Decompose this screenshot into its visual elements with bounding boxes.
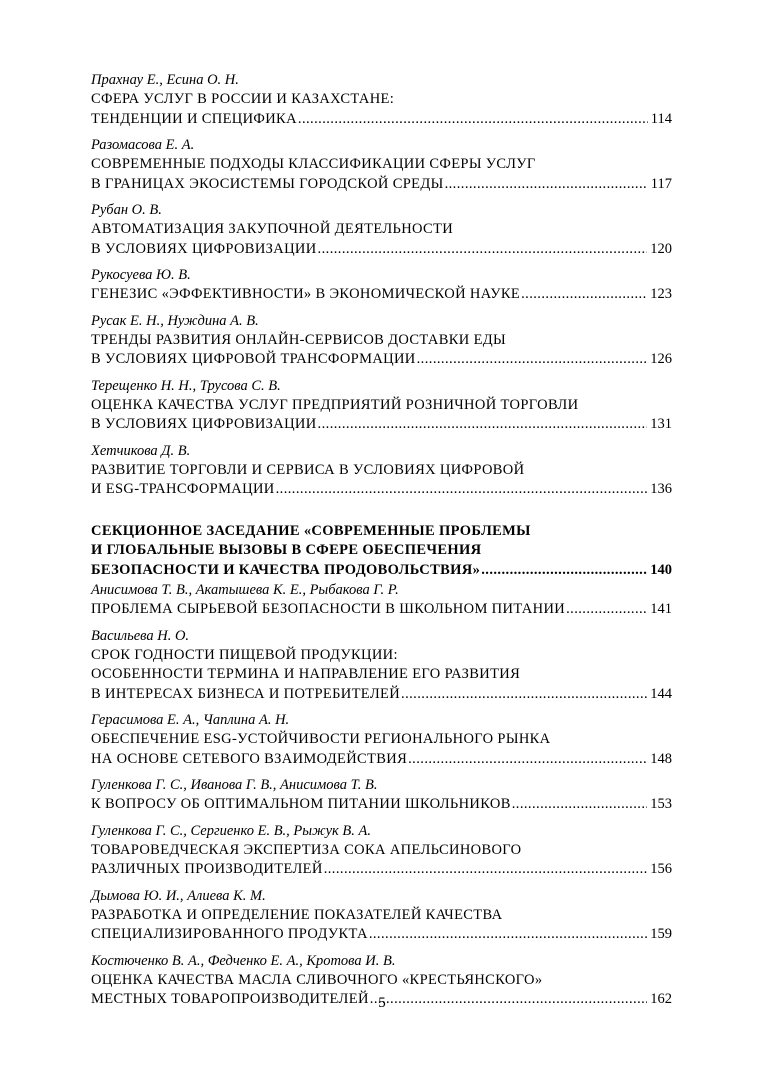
dot-leader [445,175,648,195]
entry-title-line: СФЕРА УСЛУГ В РОССИИ И КАЗАХСТАНЕ: [91,91,395,107]
entry-title-text: НА ОСНОВЕ СЕТЕВОГО ВЗАИМОДЕЙСТВИЯ [91,750,408,767]
entry-page-number: 117 [650,175,672,192]
dot-leader [401,685,647,705]
entry-title-text: ПРОБЛЕМА СЫРЬЕВОЙ БЕЗОПАСНОСТИ В ШКОЛЬНОМ ПИТАНИИ [91,601,566,617]
dot-leader [408,750,647,770]
entry-title-last-line [91,750,672,770]
entry-authors: Костюченко В. А., Федченко Е. А., Кротова И. В. [91,952,396,969]
entry-title-last-line [91,110,672,130]
dot-leader [481,561,647,581]
entry-page-number: 148 [650,750,672,767]
entry-authors: Анисимова Т. В., Акатышева К. Е., Рыбакова Г. Р. [91,582,399,598]
entry-authors: Прахнау Е., Есина О. Н. [91,72,239,88]
entry-title-text: К ВОПРОСУ ОБ ОПТИМАЛЬНОМ ПИТАНИИ ШКОЛЬНИКОВ [91,796,511,812]
entry-authors: Герасимова Е. А., Чаплина А. Н. [91,712,290,728]
entry-page-number: 136 [650,481,672,497]
entry-title-line: ОСОБЕННОСТИ ТЕРМИНА И НАПРАВЛЕНИЕ ЕГО РАЗВИТИЯ [91,666,521,682]
entry-page-number: 159 [650,926,672,942]
entry-title-last-line [91,415,672,435]
toc-entry [91,626,672,705]
entry-title-text: МЕСТНЫХ ТОВАРОПРОИЗВОДИТЕЛЕЙ [91,991,369,1007]
section-page-number: 140 [650,561,672,578]
toc-entry [91,580,672,620]
dot-leader [512,795,648,815]
entry-authors: Разомасова Е. А. [91,137,195,153]
entry-authors: Русак Е. Н., Нуждина А. В. [91,312,259,329]
entry-authors: Гуленкова Г. С., Сергиенко Е. В., Рыжук В. А. [91,822,372,839]
page-number: 5 [378,995,386,1011]
toc-entry [91,311,672,370]
entry-title-last-line [91,285,672,305]
entry-page-number: 144 [650,685,672,702]
entry-title-line: ОЦЕНКА КАЧЕСТВА УСЛУГ ПРЕДПРИЯТИЙ РОЗНИЧНОЙ ТОРГОВЛИ [91,396,579,413]
entry-title-text: В УСЛОВИЯХ ЦИФРОВОЙ ТРАНСФОРМАЦИИ [91,351,416,367]
entry-title-text: ГЕНЕЗИС «ЭФФЕКТИВНОСТИ» В ЭКОНОМИЧЕСКОЙ НАУКЕ [91,286,521,302]
dot-leader [298,110,648,130]
dot-leader [276,480,648,500]
toc-entry [91,376,672,435]
toc-group-1 [91,70,672,500]
toc-entry [91,821,672,880]
entry-title-text: В УСЛОВИЯХ ЦИФРОВИЗАЦИИ [91,416,317,432]
dot-leader [521,285,647,305]
entry-authors: Васильева Н. О. [91,627,190,644]
entry-title-last-line [91,175,672,195]
entry-title-text: В УСЛОВИЯХ ЦИФРОВИЗАЦИИ [91,240,317,257]
dot-leader [417,350,648,370]
toc-entry [91,441,672,500]
entry-title-last-line [91,685,672,705]
entry-title-text: В ГРАНИЦАХ ЭКОСИСТЕМЫ ГОРОДСКОЙ СРЕДЫ [91,175,444,192]
entry-title-line: СРОК ГОДНОСТИ ПИЩЕВОЙ ПРОДУКЦИИ: [91,646,398,663]
entry-page-number: 131 [650,416,672,432]
toc-entry [91,265,672,305]
entry-title-line: СОВРЕМЕННЫЕ ПОДХОДЫ КЛАССИФИКАЦИИ СФЕРЫ УСЛУГ [91,156,536,172]
section-title-line: СЕКЦИОННОЕ ЗАСЕДАНИЕ «СОВРЕМЕННЫЕ ПРОБЛЕМЫ [91,522,531,539]
toc-entry [91,70,672,129]
toc-entry [91,135,672,194]
entry-title-line: ОБЕСПЕЧЕНИЕ ESG-УСТОЙЧИВОСТИ РЕГИОНАЛЬНОГО РЫНКА [91,731,551,747]
entry-authors: Хетчикова Д. В. [91,442,191,459]
entry-authors: Терещенко Н. Н., Трусова С. В. [91,377,281,394]
entry-title-last-line [91,925,672,945]
entry-title-text: В ИНТЕРЕСАХ БИЗНЕСА И ПОТРЕБИТЕЛЕЙ [91,685,401,702]
entry-title-line: РАЗРАБОТКА И ОПРЕДЕЛЕНИЕ ПОКАЗАТЕЛЕЙ КАЧЕСТВА [91,906,503,923]
entry-authors: Гуленкова Г. С., Иванова Г. В., Анисимова Т. В. [91,777,378,793]
entry-title-text: ТЕНДЕНЦИИ И СПЕЦИФИКА [91,110,297,127]
dot-leader [324,860,648,880]
entry-title-line: АВТОМАТИЗАЦИЯ ЗАКУПОЧНОЙ ДЕЯТЕЛЬНОСТИ [91,221,454,237]
section-title-text: БЕЗОПАСНОСТИ И КАЧЕСТВА ПРОДОВОЛЬСТВИЯ» [91,561,481,578]
entry-title-text: И ESG-ТРАНСФОРМАЦИИ [91,481,275,497]
entry-title-last-line [91,350,672,370]
toc-section-heading [91,522,672,581]
entry-authors: Дымова Ю. И., Алиева К. М. [91,887,266,904]
entry-title-text: РАЗЛИЧНЫХ ПРОИЗВОДИТЕЛЕЙ [91,861,323,877]
dot-leader [318,415,648,435]
entry-title-line: ОЦЕНКА КАЧЕСТВА МАСЛА СЛИВОЧНОГО «КРЕСТЬЯНСКОГО» [91,971,543,988]
toc-entry [91,710,672,769]
dot-leader [566,600,647,620]
entry-page-number: 162 [650,991,672,1007]
table-of-contents [91,70,672,1010]
entry-page-number: 153 [650,796,672,812]
entry-title-text: СПЕЦИАЛИЗИРОВАННОГО ПРОДУКТА [91,926,368,942]
entry-title-last-line [91,795,672,815]
entry-authors: Рубан О. В. [91,202,162,218]
entry-page-number: 123 [650,286,672,302]
toc-entry [91,200,672,259]
toc-entry [91,775,672,815]
entry-title-line: РАЗВИТИЕ ТОРГОВЛИ И СЕРВИСА В УСЛОВИЯХ ЦИФРОВОЙ [91,461,525,478]
entry-page-number: 114 [650,110,672,127]
dot-leader [318,240,648,260]
toc-entry [91,886,672,945]
entry-page-number: 126 [650,351,672,367]
section-title-last-line [91,561,672,581]
entry-page-number: 120 [650,240,672,257]
entry-title-last-line [91,600,672,620]
entry-authors: Рукосуева Ю. В. [91,267,191,283]
entry-title-last-line [91,860,672,880]
entry-page-number: 156 [650,861,672,877]
entry-page-number: 141 [650,601,672,617]
entry-title-last-line [91,240,672,260]
entry-title-last-line [91,480,672,500]
entry-title-line: ТРЕНДЫ РАЗВИТИЯ ОНЛАЙН-СЕРВИСОВ ДОСТАВКИ ЕДЫ [91,331,507,348]
section-title-line: И ГЛОБАЛЬНЫЕ ВЫЗОВЫ В СФЕРЕ ОБЕСПЕЧЕНИЯ [91,542,482,558]
dot-leader [369,925,647,945]
entry-title-line: ТОВАРОВЕДЧЕСКАЯ ЭКСПЕРТИЗА СОКА АПЕЛЬСИНОВОГО [91,841,522,858]
toc-group-2 [91,580,672,1010]
